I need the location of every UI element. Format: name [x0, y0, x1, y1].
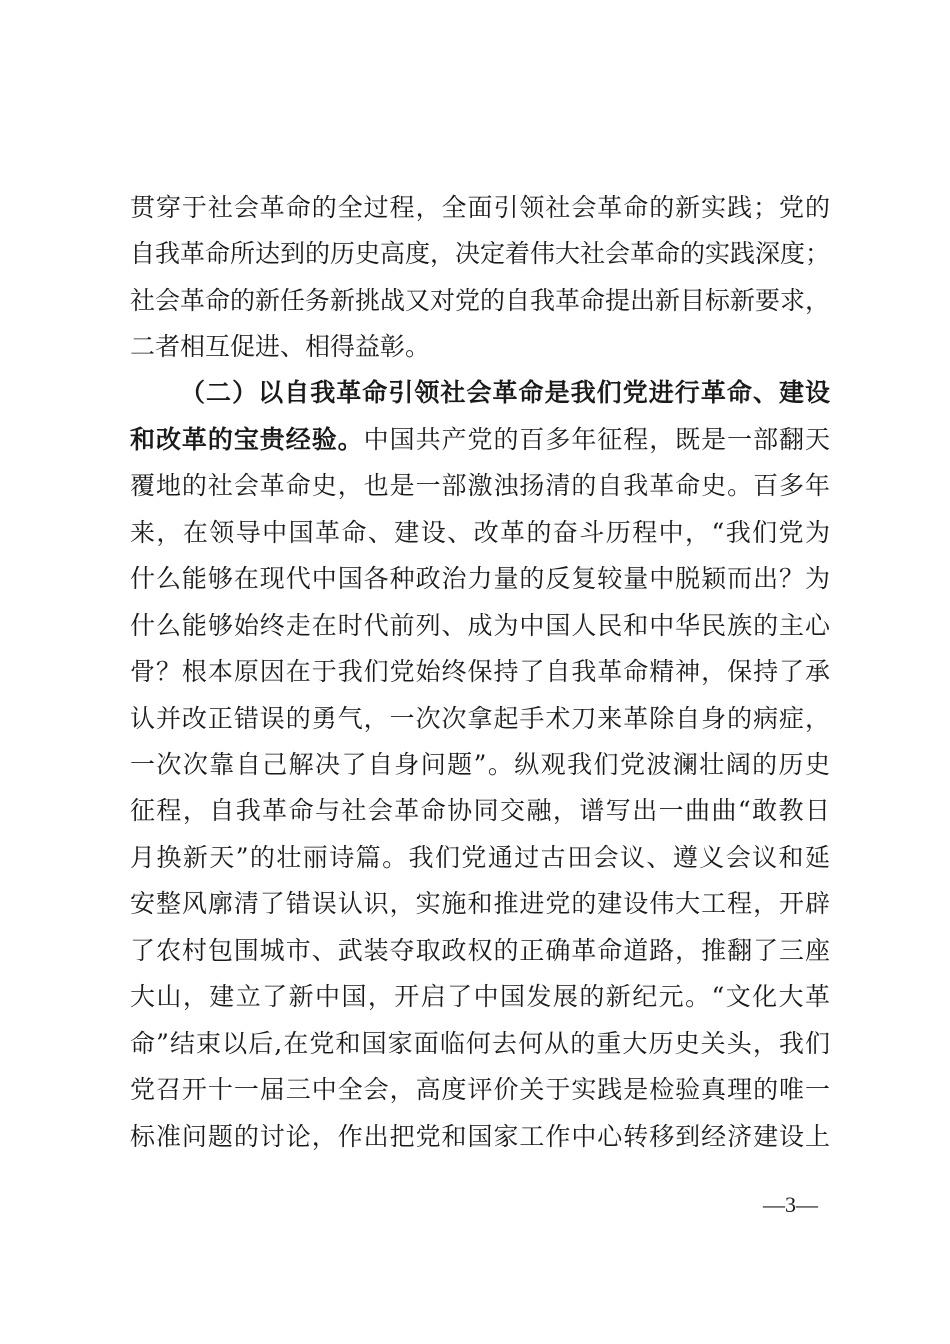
text-line: 社会革命的新任务新挑战又对党的自我革命提出新目标新要求，	[130, 286, 831, 315]
paragraph-start: 中国共产党的百多年征程，既是一部翻天	[363, 425, 830, 454]
text-line: 标准问题的讨论，作出把党和国家工作中心转移到经济建设上	[130, 1122, 830, 1151]
text-line: 覆地的社会革命史，也是一部激浊扬清的自我革命史。百多年	[130, 471, 830, 500]
text-line: 什么能够在现代中国各种政治力量的反复较量中脱颖而出？为	[130, 564, 830, 593]
text-line: 认并改正错误的勇气，一次次拿起手术刀来革除自身的病症，	[130, 704, 830, 733]
text-line: 一次次靠自己解决了自身问题”。纵观我们党波澜壮阔的历史	[130, 750, 830, 779]
text-line: 安整风廓清了错误认识，实施和推进党的建设伟大工程，开辟	[130, 889, 830, 918]
text-line: 贯穿于社会革命的全过程，全面引领社会革命的新实践；党的	[130, 193, 830, 222]
text-line: 命”结束以后,在党和国家面临何去何从的重大历史关头，我们	[130, 1029, 830, 1058]
section-heading-tail: 和改革的宝贵经验。	[130, 425, 364, 454]
page-number: —3—	[763, 1192, 818, 1217]
text-line: 自我革命所达到的历史高度，决定着伟大社会革命的实践深度；	[130, 239, 831, 268]
text-line: 二者相互促进、相得益彰。	[130, 332, 431, 361]
section-heading-line: （二）以自我革命引领社会革命是我们党进行革命、建设	[180, 378, 830, 407]
text-line: 征程，自我革命与社会革命协同交融，谱写出一曲曲“敢教日	[130, 796, 830, 825]
text-line: 大山，建立了新中国，开启了中国发展的新纪元。“文化大革	[130, 982, 830, 1011]
text-line: 党召开十一届三中全会，高度评价关于实践是检验真理的唯一	[130, 1075, 830, 1104]
text-line: 什么能够始终走在时代前列、成为中国人民和中华民族的主心	[130, 611, 830, 640]
text-line-mixed	[130, 420, 830, 460]
text-line: 了农村包围城市、武装夺取政权的正确革命道路，推翻了三座	[130, 936, 830, 965]
text-line: 骨？根本原因在于我们党始终保持了自我革命精神，保持了承	[130, 657, 830, 686]
text-line: 月换新天”的壮丽诗篇。我们党通过古田会议、遵义会议和延	[130, 843, 830, 872]
text-line: 来，在领导中国革命、建设、改革的奋斗历程中，“我们党为	[130, 518, 830, 547]
